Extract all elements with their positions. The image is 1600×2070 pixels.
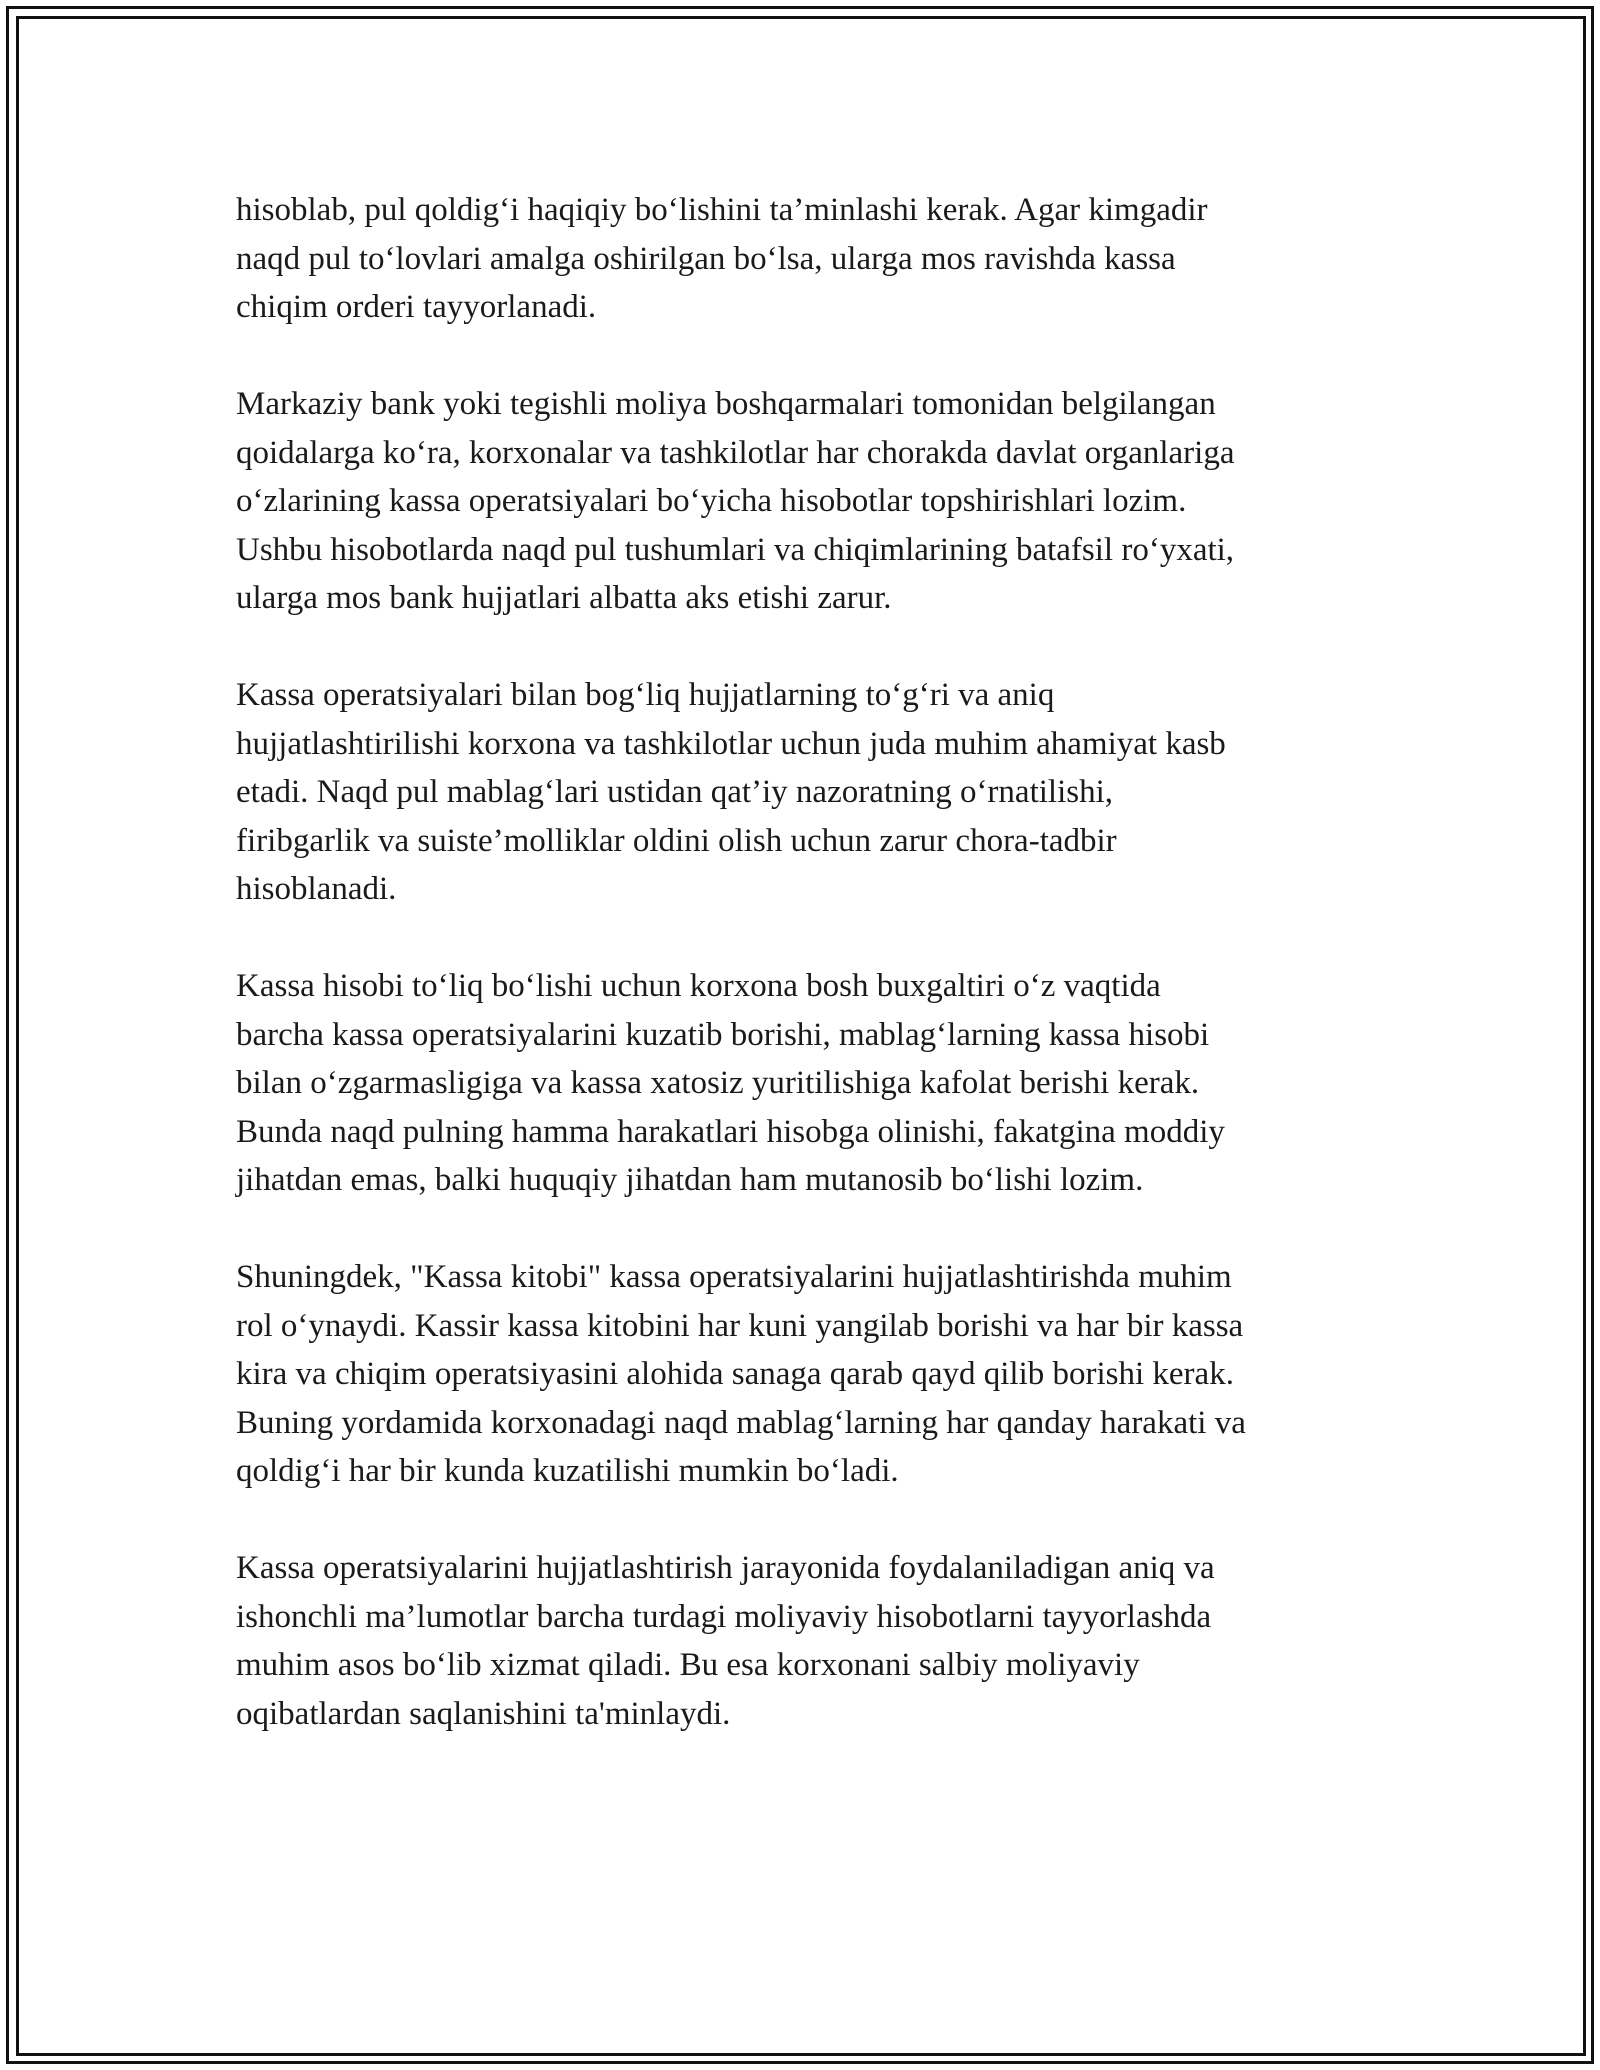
text-line: barcha kassa operatsiyalarini kuzatib borishi, mablag‘larning kassa hisobi <box>236 1016 1210 1053</box>
text-line: hisoblanadi. <box>236 871 397 907</box>
text-line: hujjatlashtirilishi korxona va tashkilotlar uchun juda muhim ahamiyat kasb <box>236 725 1226 762</box>
text-line: Bunda naqd pulning hamma harakatlari hisobga olinishi, fakatgina moddiy <box>236 1113 1225 1150</box>
text-line: muhim asos bo‘lib xizmat qiladi. Bu esa korxonani salbiy moliyaviy <box>236 1647 1140 1683</box>
text-line: firibgarlik va suiste’molliklar oldini olish uchun zarur chora-tadbir <box>236 822 1117 859</box>
text-line: qoldig‘i har bir kunda kuzatilishi mumkin bo‘ladi. <box>236 1453 899 1489</box>
text-line: kira va chiqim operatsiyasini alohida sanaga qarab qayd qilib borishi kerak. <box>236 1356 1234 1392</box>
text-line: naqd pul to‘lovlari amalga oshirilgan bo‘lsa, ularga mos ravishda kassa <box>236 240 1176 277</box>
text-line: Kassa hisobi to‘liq bo‘lishi uchun korxona bosh buxgaltiri o‘z vaqtida <box>236 968 1161 1004</box>
text-line: oqibatlardan saqlanishini ta'minlaydi. <box>236 1695 731 1732</box>
text-line: hisoblab, pul qoldig‘i haqiqiy bo‘lishini ta’minlashi kerak. Agar kimgadir <box>236 192 1208 228</box>
text-line: chiqim orderi tayyorlanadi. <box>236 289 597 325</box>
text-line: jihatdan emas, balki huquqiy jihatdan ham mutanosib bo‘lishi lozim. <box>236 1162 1144 1198</box>
text-line: etadi. Naqd pul mablag‘lari ustidan qat’iy nazoratning o‘rnatilishi, <box>236 774 1113 810</box>
text-line: Kassa operatsiyalarini hujjatlashtirish jarayonida foydalaniladigan aniq va <box>236 1550 1215 1586</box>
paragraph-4 <box>236 962 1386 1205</box>
text-line: o‘zlarining kassa operatsiyalari bo‘yicha hisobotlar topshirishlari lozim. <box>236 483 1187 519</box>
paragraph-1 <box>236 186 1386 332</box>
text-line: qoidalarga ko‘ra, korxonalar va tashkilotlar har chorakda davlat organlariga <box>236 434 1235 471</box>
text-line: ishonchli ma’lumotlar barcha turdagi moliyaviy hisobotlarni tayyorlashda <box>236 1598 1212 1635</box>
text-line: Kassa operatsiyalari bilan bog‘liq hujjatlarning to‘g‘ri va aniq <box>236 677 1055 713</box>
text-line: Shuningdek, "Kassa kitobi" kassa operatsiyalarini hujjatlashtirishda muhim <box>236 1259 1232 1295</box>
text-line: Ushbu hisobotlarda naqd pul tushumlari va chiqimlarining batafsil ro‘yxati, <box>236 531 1235 568</box>
paragraph-5 <box>236 1253 1386 1496</box>
text-line: Markaziy bank yoki tegishli moliya boshqarmalari tomonidan belgilangan <box>236 386 1216 422</box>
paragraph-2 <box>236 380 1386 623</box>
text-line: Buning yordamida korxonadagi naqd mablag‘larning har qanday harakati va <box>236 1404 1246 1441</box>
paragraph-6 <box>236 1544 1386 1738</box>
text-line: ularga mos bank hujjatlari albatta aks etishi zarur. <box>236 580 892 616</box>
paragraph-3 <box>236 671 1386 914</box>
document-body <box>236 186 1386 1787</box>
text-line: rol o‘ynaydi. Kassir kassa kitobini har kuni yangilab borishi va har bir kassa <box>236 1307 1244 1344</box>
text-line: bilan o‘zgarmasligiga va kassa xatosiz yuritilishiga kafolat berishi kerak. <box>236 1065 1200 1101</box>
